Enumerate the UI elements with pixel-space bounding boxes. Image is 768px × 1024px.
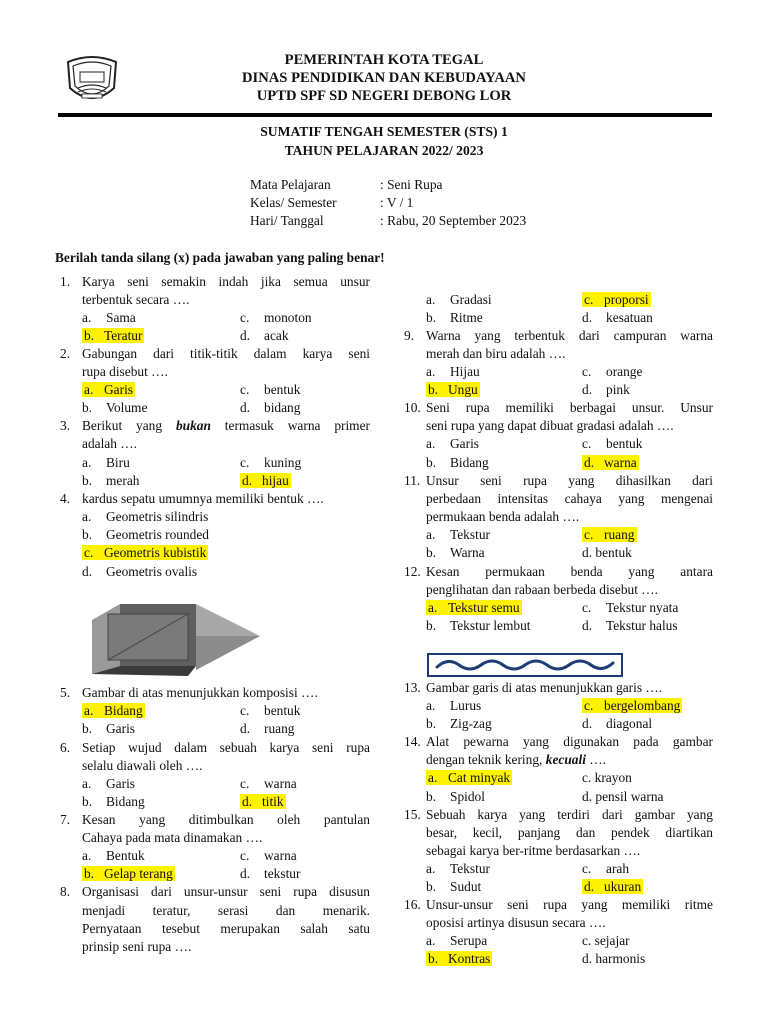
q3-line-2: adalah …. (82, 436, 138, 451)
letter-a: a. (426, 933, 436, 948)
q6-d-text: titik (262, 794, 284, 809)
q10-option-b[interactable] (426, 455, 489, 471)
header-divider (58, 113, 712, 117)
q14-l2-emphasis: kecuali (545, 752, 586, 767)
q2-option-d[interactable] (240, 400, 300, 416)
q4-line-1: kardus sepatu umumnya memiliki bentuk …. (82, 491, 324, 506)
q14-option-b[interactable] (426, 789, 485, 805)
q11-option-a[interactable] (426, 527, 490, 543)
letter-c: c. (582, 770, 592, 785)
q2-b-text: Volume (106, 400, 148, 415)
q12-option-b[interactable] (426, 618, 531, 634)
q11-line-3: permukaan benda adalah …. (426, 509, 580, 524)
q15-d-text: ukuran (604, 879, 642, 894)
letter-d: d. (82, 564, 93, 579)
q8-line-4: prinsip seni rupa …. (82, 939, 192, 954)
q14-l2-part-c: …. (589, 752, 607, 767)
q1-d-text: acak (264, 328, 289, 343)
q10-d-text: warna (604, 455, 637, 470)
letter-c: c. (240, 848, 250, 863)
q1-a-text: Sama (106, 310, 136, 325)
q12-d-text: Tekstur halus (606, 618, 678, 633)
q4-d-text: Geometris ovalis (106, 564, 198, 579)
q15-option-c[interactable] (582, 861, 629, 877)
letter-a: a. (428, 770, 438, 785)
q4-b-text: Geometris rounded (106, 527, 210, 542)
q11-line-1: Unsur seni rupa yang dihasilkan dari (426, 473, 713, 488)
letter-b: b. (428, 382, 439, 397)
q8-line-2: menjadi teratur, serasi dan menarik. (82, 903, 370, 918)
q12-a-text: Tekstur semu (448, 600, 520, 615)
q2-d-text: bidang (264, 400, 301, 415)
letter-d: d. (240, 400, 251, 415)
letter-a: a. (426, 527, 436, 542)
letter-d: d. (240, 866, 251, 881)
letter-a: a. (426, 436, 436, 451)
q4-a-text: Geometris silindris (106, 509, 209, 524)
q8-b-text: Ritme (450, 310, 483, 325)
q15-line-2: besar, kecil, panjang dan pendek diartikan (426, 825, 713, 840)
letter-c: c. (584, 292, 594, 307)
q1-option-d[interactable] (240, 328, 289, 344)
q11-a-text: Tekstur (450, 527, 490, 542)
q10-option-a[interactable] (426, 436, 479, 452)
q16-line-2: oposisi artinya disusun secara …. (426, 915, 606, 930)
q16-d-text: harmonis (595, 951, 646, 966)
q2-option-a[interactable] (82, 382, 135, 398)
letter-b: b. (82, 527, 93, 542)
q6-c-text: warna (264, 776, 297, 791)
q3-a-text: Biru (106, 455, 130, 470)
letter-b: b. (84, 328, 95, 343)
meta-class-label: Kelas/ Semester (250, 195, 337, 210)
q14-c-text: krayon (594, 770, 632, 785)
q15-c-text: arah (606, 861, 630, 876)
q14-line-1: Alat pewarna yang digunakan pada gambar (426, 734, 713, 749)
q7-line-2: Cahaya pada mata dinamakan …. (82, 830, 263, 845)
q15-option-a[interactable] (426, 861, 490, 877)
q14-line-2 (426, 752, 606, 768)
q4-option-c[interactable] (82, 545, 208, 561)
letter-d: d. (240, 328, 251, 343)
q13-option-c[interactable] (582, 698, 682, 714)
q16-line-1: Unsur-unsur seni rupa yang memiliki ritme (426, 897, 713, 912)
q9-option-a[interactable] (426, 364, 480, 380)
letter-a: a. (82, 509, 92, 524)
q5-number: 5. (60, 685, 71, 700)
q16-option-d[interactable] (582, 951, 645, 967)
q2-number: 2. (60, 346, 71, 361)
q2-option-b[interactable] (82, 400, 147, 416)
q16-number: 16. (404, 897, 421, 912)
q10-number: 10. (404, 400, 421, 415)
q8-a-text: Gradasi (450, 292, 492, 307)
q7-option-a[interactable] (82, 848, 145, 864)
letter-b: b. (82, 400, 93, 415)
q13-a-text: Lurus (450, 698, 482, 713)
letter-a: a. (84, 703, 94, 718)
letter-b: b. (82, 794, 93, 809)
q1-line-2: terbentuk secara …. (82, 292, 190, 307)
q5-line-1: Gambar di atas menunjukkan komposisi …. (82, 685, 318, 700)
q15-number: 15. (404, 807, 421, 822)
letter-b: b. (428, 951, 439, 966)
q9-option-c[interactable] (582, 364, 642, 380)
letter-c: c. (582, 436, 592, 451)
q7-b-text: Gelap terang (104, 866, 173, 881)
q3-line-1 (82, 418, 370, 434)
q5-option-c[interactable] (240, 703, 300, 719)
letter-c: c. (240, 776, 250, 791)
q13-line-1: Gambar garis di atas menunjukkan garis …. (426, 680, 663, 695)
letter-b: b. (82, 721, 93, 736)
q7-option-d[interactable] (240, 866, 300, 882)
q1-option-b[interactable] (82, 328, 144, 344)
q7-number: 7. (60, 812, 71, 827)
q16-option-b[interactable] (426, 951, 492, 967)
q14-option-c[interactable] (582, 770, 632, 786)
q13-option-b[interactable] (426, 716, 492, 732)
letter-d: d. (582, 618, 593, 633)
q10-a-text: Garis (450, 436, 480, 451)
letter-c: c. (240, 455, 250, 470)
q5-c-text: bentuk (264, 703, 301, 718)
header-line-3: UPTD SPF SD NEGERI DEBONG LOR (256, 88, 512, 104)
q16-option-c[interactable] (582, 933, 630, 949)
q2-line-2: rupa disebut …. (82, 364, 168, 379)
q8-option-b[interactable] (426, 310, 483, 326)
q3-option-b[interactable] (82, 473, 139, 489)
q8-d-text: kesatuan (606, 310, 653, 325)
q8-c-text: proporsi (604, 292, 649, 307)
q15-line-3: sebagai karya ber-ritme berdasarkan …. (426, 843, 641, 858)
letter-a: a. (84, 382, 94, 397)
q14-number: 14. (404, 734, 421, 749)
q10-b-text: Bidang (450, 455, 489, 470)
q6-b-text: Bidang (106, 794, 145, 809)
q7-line-1: Kesan yang ditimbulkan oleh pantulan (82, 812, 370, 827)
q15-option-d[interactable] (582, 879, 643, 895)
q11-number: 11. (404, 473, 421, 488)
q9-a-text: Hijau (450, 364, 480, 379)
q6-number: 6. (60, 740, 71, 755)
q3-option-c[interactable] (240, 455, 301, 471)
letter-c: c. (582, 600, 592, 615)
meta-subject-value: : Seni Rupa (380, 177, 443, 192)
letter-b: b. (84, 866, 95, 881)
q8-option-a[interactable] (426, 292, 492, 308)
letter-a: a. (426, 698, 436, 713)
letter-d: d. (584, 879, 595, 894)
letter-c: c. (584, 527, 594, 542)
letter-d: d. (582, 951, 593, 966)
letter-d: d. (582, 310, 593, 325)
letter-c: c. (584, 698, 594, 713)
wavy-line-icon (429, 655, 621, 675)
letter-b: b. (426, 455, 437, 470)
q16-b-text: Kontras (448, 951, 491, 966)
q11-b-text: Warna (450, 545, 485, 560)
letter-d: d. (582, 545, 593, 560)
q10-c-text: bentuk (606, 436, 643, 451)
q12-option-d[interactable] (582, 618, 678, 634)
q1-number: 1. (60, 274, 71, 289)
letter-b: b. (426, 618, 437, 633)
letter-d: d. (582, 382, 593, 397)
q9-option-d[interactable] (582, 382, 630, 398)
q12-option-c[interactable] (582, 600, 678, 616)
q13-b-text: Zig-zag (450, 716, 492, 731)
letter-b: b. (426, 310, 437, 325)
q13-d-text: diagonal (606, 716, 653, 731)
q8-line-1: Organisasi dari unsur-unsur seni rupa disusun (82, 884, 370, 899)
q5-option-a[interactable] (82, 703, 145, 719)
exam-title: SUMATIF TENGAH SEMESTER (STS) 1 (260, 124, 508, 139)
instruction: Berilah tanda silang (x) pada jawaban yang paling benar! (55, 250, 385, 265)
q1-b-text: Teratur (104, 328, 143, 343)
q3-l1-emphasis: bukan (175, 418, 211, 433)
q14-d-text: pensil warna (595, 789, 664, 804)
q11-option-d[interactable] (582, 545, 632, 561)
q9-line-1: Warna yang terbentuk dari campuran warna (426, 328, 713, 343)
q11-option-c[interactable] (582, 527, 637, 543)
letter-a: a. (82, 848, 92, 863)
q3-c-text: kuning (264, 455, 302, 470)
q14-a-text: Cat minyak (448, 770, 511, 785)
q7-d-text: tekstur (264, 866, 301, 881)
q9-line-2: merah dan biru adalah …. (426, 346, 566, 361)
letter-a: a. (82, 776, 92, 791)
q3-option-a[interactable] (82, 455, 130, 471)
q1-option-a[interactable] (82, 310, 136, 326)
q14-option-a[interactable] (426, 770, 512, 786)
letter-c: c. (582, 364, 592, 379)
q12-number: 12. (404, 564, 421, 579)
letter-a: a. (426, 364, 436, 379)
composition-figure (88, 598, 264, 678)
q13-option-d[interactable] (582, 716, 652, 732)
q9-number: 9. (404, 328, 415, 343)
header-line-1: PEMERINTAH KOTA TEGAL (284, 52, 484, 68)
q16-option-a[interactable] (426, 933, 487, 949)
q16-c-text: sejajar (594, 933, 630, 948)
meta-subject-label: Mata Pelajaran (250, 177, 331, 192)
meta-date-label: Hari/ Tanggal (250, 213, 324, 228)
letter-c: c. (84, 545, 94, 560)
q14-option-d[interactable] (582, 789, 663, 805)
letter-d: d. (582, 716, 593, 731)
q12-b-text: Tekstur lembut (450, 618, 531, 633)
letter-d: d. (584, 455, 595, 470)
letter-c: c. (240, 310, 250, 325)
letter-c: c. (582, 933, 592, 948)
q5-option-b[interactable] (82, 721, 135, 737)
q6-option-d[interactable] (240, 794, 286, 810)
letter-c: c. (582, 861, 592, 876)
meta-class-value: : V / 1 (380, 195, 414, 210)
q7-a-text: Bentuk (106, 848, 145, 863)
q11-option-b[interactable] (426, 545, 485, 561)
q2-a-text: Garis (104, 382, 134, 397)
q10-option-d[interactable] (582, 455, 639, 471)
q7-option-c[interactable] (240, 848, 297, 864)
letter-c: c. (240, 382, 250, 397)
q4-option-d[interactable] (82, 564, 197, 580)
q8-option-c[interactable] (582, 292, 651, 308)
q2-option-c[interactable] (240, 382, 300, 398)
q4-option-a[interactable] (82, 509, 208, 525)
q15-line-1: Sebuah karya yang terdiri dari gambar yang (426, 807, 713, 822)
q11-c-text: ruang (604, 527, 635, 542)
q6-option-a[interactable] (82, 776, 135, 792)
header-line-2: DINAS PENDIDIKAN DAN KEBUDAYAAN (242, 70, 526, 86)
q6-option-b[interactable] (82, 794, 145, 810)
q3-b-text: merah (106, 473, 140, 488)
letter-a: a. (426, 292, 436, 307)
q5-b-text: Garis (106, 721, 136, 736)
q12-option-a[interactable] (426, 600, 522, 616)
q7-option-b[interactable] (82, 866, 175, 882)
q9-b-text: Ungu (448, 382, 478, 397)
q3-d-text: hijau (262, 473, 289, 488)
q14-b-text: Spidol (450, 789, 485, 804)
q12-line-1: Kesan permukaan benda yang antara (426, 564, 713, 579)
letter-d: d. (242, 473, 253, 488)
q3-option-d[interactable] (240, 473, 291, 489)
q4-number: 4. (60, 491, 71, 506)
letter-b: b. (426, 545, 437, 560)
q6-a-text: Garis (106, 776, 136, 791)
q8-line-3: Pernyataan tesebut merupakan salah satu (82, 921, 370, 936)
q9-option-b[interactable] (426, 382, 480, 398)
q2-c-text: bentuk (264, 382, 301, 397)
letter-b: b. (426, 716, 437, 731)
q4-c-text: Geometris kubistik (104, 545, 207, 560)
q14-l2-part-a: dengan teknik kering, (426, 752, 543, 767)
letter-a: a. (82, 310, 92, 325)
letter-d: d. (582, 789, 593, 804)
q6-line-1: Setiap wujud dalam sebuah karya seni rupa (82, 740, 370, 755)
q1-line-1: Karya seni semakin indah jika semua unsur (82, 274, 370, 289)
q9-d-text: pink (606, 382, 630, 397)
q11-d-text: bentuk (595, 545, 632, 560)
q1-option-c[interactable] (240, 310, 312, 326)
q2-line-1: Gabungan dari titik-titik dalam karya seni (82, 346, 370, 361)
letter-b: b. (82, 473, 93, 488)
q5-a-text: Bidang (104, 703, 143, 718)
q6-option-c[interactable] (240, 776, 297, 792)
q5-d-text: ruang (264, 721, 295, 736)
q6-line-2: selalu diawali oleh …. (82, 758, 203, 773)
letter-a: a. (82, 455, 92, 470)
letter-a: a. (426, 861, 436, 876)
q8-number: 8. (60, 884, 71, 899)
q12-c-text: Tekstur nyata (606, 600, 679, 615)
q9-c-text: orange (606, 364, 643, 379)
q12-line-2: penglihatan dan rabaan berbeda disebut …. (426, 582, 659, 597)
q15-b-text: Sudut (450, 879, 482, 894)
q10-line-2: seni rupa yang dapat dibuat gradasi adalah …. (426, 418, 674, 433)
letter-a: a. (428, 600, 438, 615)
q7-c-text: warna (264, 848, 297, 863)
q3-l1-part-c: termasuk warna primer (224, 418, 371, 433)
q3-l1-part-a: Berikut yang (82, 418, 163, 433)
letter-b: b. (426, 789, 437, 804)
letter-b: b. (426, 879, 437, 894)
q4-option-b[interactable] (82, 527, 209, 543)
q1-c-text: monoton (264, 310, 312, 325)
q15-a-text: Tekstur (450, 861, 490, 876)
q11-line-2: perbedaan intensitas cahaya yang mengenai (426, 491, 713, 506)
q16-a-text: Serupa (450, 933, 488, 948)
q3-number: 3. (60, 418, 71, 433)
q8-option-d[interactable] (582, 310, 653, 326)
wavy-line-figure (427, 653, 623, 677)
q13-option-a[interactable] (426, 698, 481, 714)
q13-c-text: bergelombang (604, 698, 681, 713)
q5-option-d[interactable] (240, 721, 295, 737)
letter-d: d. (240, 721, 251, 736)
q10-option-c[interactable] (582, 436, 642, 452)
meta-date-value: : Rabu, 20 September 2023 (380, 213, 527, 228)
q10-line-1: Seni rupa memiliki berbagai unsur. Unsur (426, 400, 713, 415)
q13-number: 13. (404, 680, 421, 695)
letter-c: c. (240, 703, 250, 718)
exam-year: TAHUN PELAJARAN 2022/ 2023 (284, 143, 484, 158)
letter-d: d. (242, 794, 253, 809)
q15-option-b[interactable] (426, 879, 481, 895)
